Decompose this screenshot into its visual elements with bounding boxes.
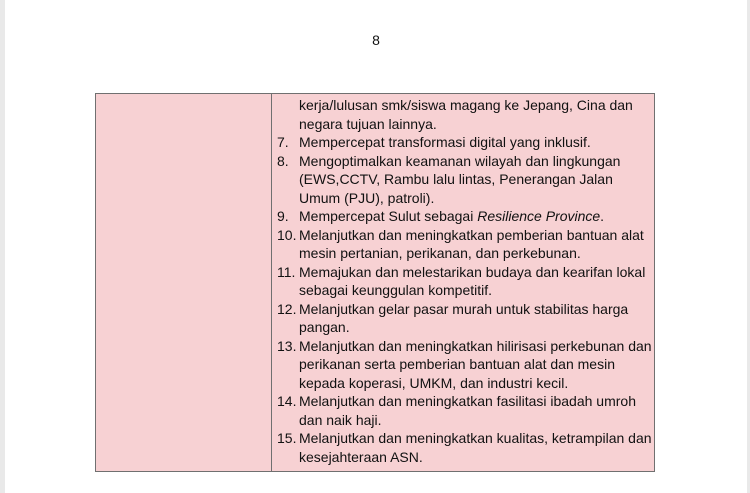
page-number: 8 [372, 32, 380, 48]
list-item-text-part: Mempercepat Sulut sebagai [299, 208, 478, 224]
list-item-15 [277, 429, 653, 466]
list-item-9 [277, 207, 653, 226]
list-item-text: Melanjutkan dan meningkatkan hilirisasi perkebunan dan perikanan serta pemberian bantuan alat dan mesin kepada koperasi, UMKM, dan industri kecil. [299, 337, 652, 391]
list-item-text: Melanjutkan dan meningkatkan kualitas, ketrampilan dan kesejahteraan ASN. [299, 430, 652, 465]
list-item-12 [277, 300, 653, 337]
list-item-11 [277, 263, 653, 300]
list-item-8 [277, 152, 653, 208]
list-item-text-italic: Resilience Province [477, 208, 601, 224]
numbered-list [277, 96, 653, 466]
list-item-text: Melanjutkan gelar pasar murah untuk stabilitas harga pangan. [299, 300, 629, 335]
list-item-text [299, 207, 653, 226]
list-item-number: 8. [277, 152, 289, 169]
list-item-continuation [277, 96, 653, 133]
list-item-text: Mengoptimalkan keamanan wilayah dan lingkungan (EWS,CCTV, Rambu lalu lintas, Penerangan Jalan Umum (PJU), patroli). [299, 152, 621, 206]
list-item-text: Mempercepat transformasi digital yang inklusif. [299, 134, 591, 150]
document-page [5, 0, 747, 493]
list-item-text: Memajukan dan melestarikan budaya dan kearifan lokal sebagai keunggulan kompetitif. [299, 263, 646, 298]
list-item-number: 12. [277, 300, 297, 317]
list-item-number: 13. [277, 337, 297, 354]
column-divider [271, 94, 272, 471]
list-item-number: 10. [277, 226, 297, 243]
list-item-text: Melanjutkan dan meningkatkan fasilitasi ibadah umroh dan naik haji. [299, 393, 636, 428]
list-item-text-part: . [600, 208, 605, 224]
list-item-text: Melanjutkan dan meningkatkan pemberian bantuan alat mesin pertanian, perikanan, dan perkebunan. [299, 226, 644, 261]
list-item-14 [277, 392, 653, 429]
content-table [95, 93, 655, 472]
list-item-text: kerja/lulusan smk/siswa magang ke Jepang, Cina dan negara tujuan lainnya. [299, 97, 633, 132]
list-item-number: 7. [277, 134, 289, 150]
list-item-10 [277, 226, 653, 263]
list-item-13 [277, 337, 653, 393]
list-item-number: 9. [277, 208, 289, 224]
list-item-number: 15. [277, 430, 297, 446]
list-item-7 [277, 133, 653, 152]
list-item-number: 14. [277, 393, 297, 409]
list-item-number: 11. [277, 263, 296, 280]
